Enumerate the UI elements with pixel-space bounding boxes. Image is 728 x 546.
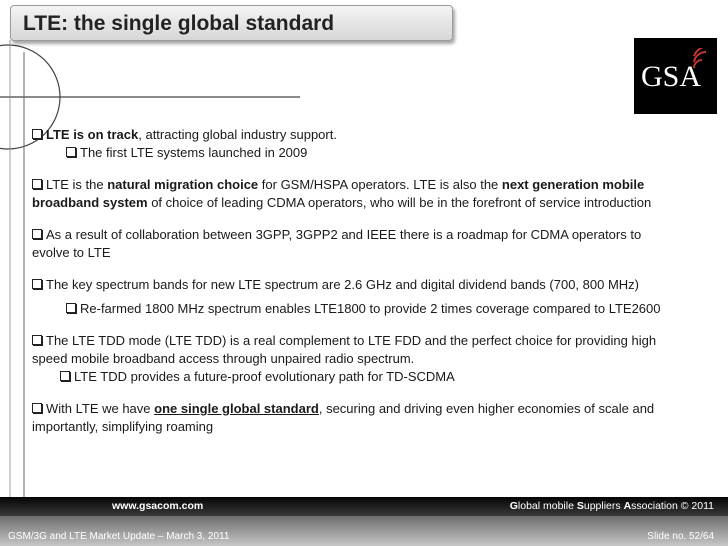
bullet-text: for GSM/HSPA operators. LTE is also the <box>258 177 502 192</box>
bullet-text: LTE is the <box>46 177 108 192</box>
sub-bullet-refarmed <box>32 300 722 318</box>
assoc-text: uppliers <box>583 500 624 512</box>
checkbox-bullet-icon <box>60 371 70 381</box>
slide-number: Slide no. 52/64 <box>647 531 714 542</box>
signal-waves-icon <box>692 48 712 70</box>
bullet-text: evolve to LTE <box>32 245 111 260</box>
assoc-initial: S <box>576 500 584 512</box>
sub-bullet-td-scdma <box>32 368 722 386</box>
bullet-on-track <box>32 126 722 144</box>
footer-association <box>510 500 714 512</box>
bullet-text: As a result of collaboration between 3GPP, 3GPP2 and IEEE there is a roadmap for CDMA operators to <box>46 227 642 242</box>
assoc-initial: A <box>623 500 632 512</box>
bullet-text: The key spectrum bands for new LTE spectrum are 2.6 GHz and digital dividend bands (700, 800 MHz) <box>46 277 639 292</box>
bullet-migration-choice <box>32 176 722 212</box>
bullet-text: speed mobile broadband access through unpaired radio spectrum. <box>32 351 415 366</box>
bullet-text: Re-farmed 1800 MHz spectrum enables LTE1800 to provide 2 times coverage compared to LTE2600 <box>80 301 661 316</box>
bullet-lte-tdd <box>32 332 722 368</box>
bullet-bold-text: broadband system <box>32 195 148 210</box>
footer-website-link[interactable]: www.gsacom.com <box>112 500 204 512</box>
bullet-cdma-roadmap <box>32 226 722 262</box>
bullet-text: importantly, simplifying roaming <box>32 419 214 434</box>
logo-text: GSA <box>641 60 702 93</box>
assoc-text: ssociation © 2011 <box>631 500 714 512</box>
gsa-logo <box>634 38 717 114</box>
bullet-text: , securing and driving even higher economies of scale and <box>318 401 655 416</box>
checkbox-bullet-icon <box>32 129 42 139</box>
bullet-text: The LTE TDD mode (LTE TDD) is a real complement to LTE FDD and the perfect choice for providing high <box>46 333 657 348</box>
checkbox-bullet-icon <box>32 335 42 345</box>
footer-presentation-title: GSM/3G and LTE Market Update – March 3, 2011 <box>8 531 230 542</box>
bullet-text: LTE TDD provides a future-proof evolutionary path for TD-SCDMA <box>74 369 455 384</box>
checkbox-bullet-icon <box>66 303 76 313</box>
bullet-spectrum-bands <box>32 276 722 294</box>
bullet-text: With LTE we have <box>46 401 155 416</box>
slide-content <box>32 126 722 436</box>
checkbox-bullet-icon <box>32 229 42 239</box>
title-bar <box>10 5 453 41</box>
bullet-text: The first LTE systems launched in 2009 <box>80 145 308 160</box>
bullet-bold-text: LTE is on track <box>46 127 139 142</box>
checkbox-bullet-icon <box>66 147 76 157</box>
checkbox-bullet-icon <box>32 279 42 289</box>
bullet-underlined-text: one single global standard <box>154 401 319 416</box>
assoc-initial: G <box>509 500 518 512</box>
bullet-bold-text: natural migration choice <box>107 177 259 192</box>
sub-bullet-first-systems <box>32 144 722 162</box>
bullet-text: , attracting global industry support. <box>138 127 337 142</box>
slide-title: LTE: the single global standard <box>23 12 335 35</box>
assoc-text: lobal mobile <box>517 500 577 512</box>
bullet-bold-text: next generation mobile <box>501 177 645 192</box>
bullet-text: of choice of leading CDMA operators, who will be in the forefront of service introduction <box>147 195 652 210</box>
bullet-single-standard <box>32 400 722 436</box>
checkbox-bullet-icon <box>32 179 42 189</box>
checkbox-bullet-icon <box>32 403 42 413</box>
